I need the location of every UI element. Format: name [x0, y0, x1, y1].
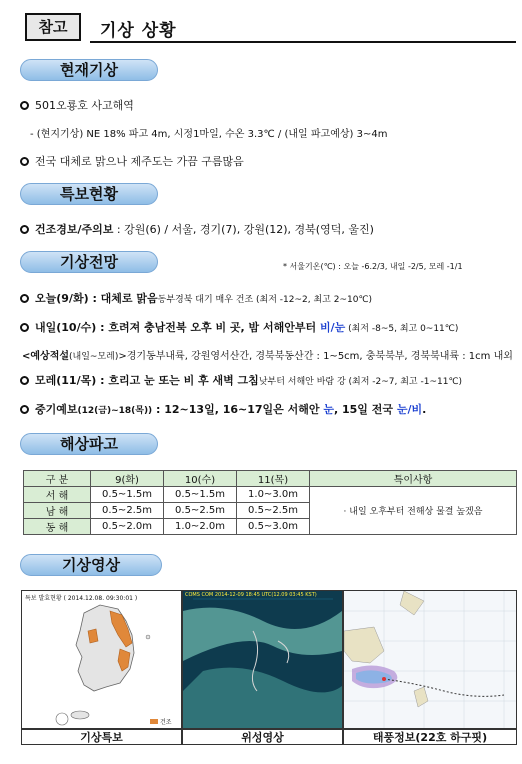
cell-remark: · 내일 오후부터 전해상 물결 높겠음 [310, 487, 517, 535]
bullet-icon [20, 376, 29, 385]
warning-map-image [21, 590, 182, 729]
forecast-tomorrow: 내일(10/수) : 흐려져 충남전북 오후 비 곳, 밤 서해안부터 비/눈 (최저 -8~5, 최고 0~11℃) [20, 319, 458, 335]
row-area: 서 해 [24, 487, 91, 503]
table-header-row [24, 471, 517, 487]
row-area: 동 해 [24, 519, 91, 535]
forecast-day-after: 모레(11/목) : 흐리고 눈 또는 비 후 새벽 그침낮부터 서해안 바람 강 (최저 -2~7, 최고 -1~11℃) [20, 372, 462, 388]
cell-day2: 0.5~1.5m [164, 487, 237, 503]
table-row [24, 487, 517, 503]
forecast-midterm: 중기예보(12(금)~18(목)) : 12~13일, 16~17일은 서해안 눈, 15일 전국 눈/비. [20, 401, 426, 417]
forecast-snow: <예상적설(내일~모레)>경기동부내륙, 강원영서산간, 경북북동산간 : 1~5cm, 충북북부, 경북북내륙 : 1cm 내외 [22, 351, 513, 362]
cell-day3: 0.5~3.0m [237, 519, 310, 535]
bullet-icon [20, 294, 29, 303]
bullet-icon [20, 405, 29, 414]
page-title: 기상 상황 [100, 21, 177, 41]
title-underline [90, 41, 516, 43]
typhoon-track-image [343, 590, 517, 729]
section-forecast: 기상전망 [20, 251, 158, 273]
caption-warning-map: 기상특보 [21, 729, 182, 745]
header-day3: 11(목) [237, 471, 310, 487]
section-current-weather: 현재기상 [20, 59, 158, 81]
current-line-2: - (현지기상) NE 18% 파고 4m, 시정1마일, 수온 3.3℃ / (내일 파고예상) 3~4m [30, 129, 388, 140]
cell-day2: 0.5~2.5m [164, 503, 237, 519]
current-line-1: 501오룡호 사고해역 [20, 97, 134, 113]
cell-day3: 1.0~3.0m [237, 487, 310, 503]
cell-day1: 0.5~2.0m [91, 519, 164, 535]
row-area: 남 해 [24, 503, 91, 519]
section-warnings: 특보현황 [20, 183, 158, 205]
korea-map-graphic [22, 591, 181, 728]
bullet-icon [20, 157, 29, 166]
section-imagery: 기상영상 [20, 554, 162, 576]
header-area: 구 분 [24, 471, 91, 487]
typhoon-graphic [344, 591, 516, 728]
header-day2: 10(수) [164, 471, 237, 487]
warning-line: 건조경보/주의보 : 강원(6) / 서울, 경기(7), 강원(12), 경북(영덕, 울진) [20, 221, 374, 237]
current-line-3: 전국 대체로 맑으나 제주도는 가끔 구름많음 [20, 153, 244, 169]
header-day1: 9(화) [91, 471, 164, 487]
cell-day1: 0.5~1.5m [91, 487, 164, 503]
map-legend-label: 건조 [160, 719, 172, 726]
caption-satellite: 위성영상 [182, 729, 343, 745]
caption-typhoon: 태풍정보(22호 하구핏) [343, 729, 517, 745]
section-sea-waves: 해상파고 [20, 433, 158, 455]
sea-wave-table [23, 470, 517, 535]
satellite-graphic [183, 591, 342, 728]
map-timestamp: 특보 발효현황 ( 2014.12.08. 09:30:01 ) [25, 595, 138, 602]
reference-box: 참고 [25, 13, 81, 41]
header-remarks: 특이사항 [310, 471, 517, 487]
bullet-icon [20, 225, 29, 234]
cell-day1: 0.5~2.5m [91, 503, 164, 519]
satellite-image [182, 590, 343, 729]
forecast-today: 오늘(9/화) : 대체로 맑음동부경북 대기 매우 건조 (최저 -12~2, 최고 2~10℃) [20, 290, 372, 306]
bullet-icon [20, 101, 29, 110]
seoul-temp-note: * 서울기온(℃) : 오늘 -6.2/3, 내일 -2/5, 모레 -1/1 [283, 262, 463, 271]
cell-day3: 0.5~2.5m [237, 503, 310, 519]
satellite-timestamp: COMS COM 2014-12-09 18:45 UTC(12.09 03:45 KST) [185, 592, 317, 598]
cell-day2: 1.0~2.0m [164, 519, 237, 535]
bullet-icon [20, 323, 29, 332]
